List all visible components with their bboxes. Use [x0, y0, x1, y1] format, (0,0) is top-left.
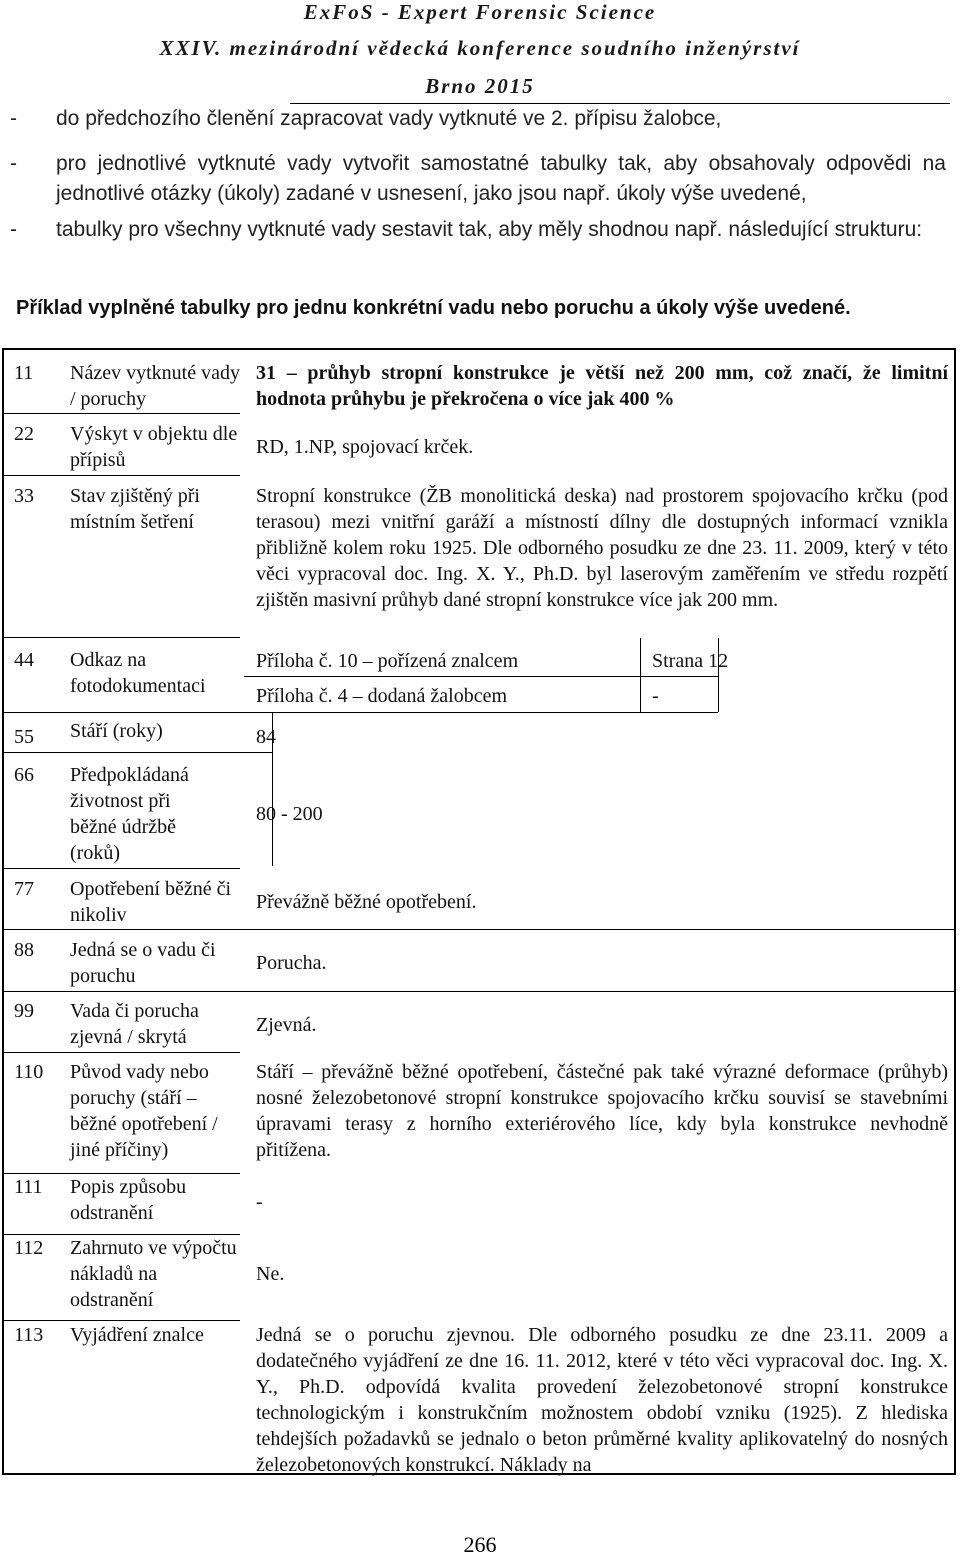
row-22-value: RD, 1.NP, spojovací krček. [256, 436, 474, 458]
row-66-value: 80 - 200 [256, 803, 323, 825]
row-divider [4, 868, 240, 869]
row-111-label: Popis způsobu odstranění [70, 1176, 187, 1224]
row-divider [4, 991, 954, 992]
dash-2: - [10, 152, 17, 175]
conference-place: Brno 2015 [425, 74, 535, 98]
row-77-label: Opotřebení běžné či nikoliv [70, 878, 232, 926]
intro-item-3 [6, 215, 946, 245]
row-22-label: Výskyt v objektu dle přípisů [70, 423, 238, 471]
row-44-label: Odkaz na fotodokumentaci [70, 649, 206, 697]
row-divider [4, 413, 240, 414]
row-divider [4, 1320, 240, 1321]
row-111-number: 111 [14, 1176, 43, 1198]
row-77-number: 77 [14, 878, 34, 900]
defect-table [2, 348, 956, 1475]
page-number: 266 [463, 1532, 497, 1557]
row-66-number: 66 [14, 764, 34, 786]
row-88-value: Porucha. [256, 952, 327, 974]
conference-subtitle: XXIV. mezinárodní vědecká konference soudního inženýrství [159, 36, 801, 60]
conference-title: ExFoS - Expert Forensic Science [303, 0, 657, 24]
dash-1: - [10, 107, 17, 130]
row-99-value: Zjevná. [256, 1014, 317, 1036]
row-99-number: 99 [14, 1000, 34, 1022]
row-113-number: 113 [14, 1324, 44, 1346]
row-55-value: 84 [256, 726, 276, 748]
row-divider [4, 637, 240, 638]
intro-item-1-text: do předchozího členění zapracovat vady vytknuté ve 2. přípisu žalobce, [56, 107, 722, 130]
row-33-value: Stropní konstrukce (ŽB monolitická deska) nad prostorem spojovacího krčku (pod terasou) mezi vnitřní garáží a místností dílny dle dostupných informací vznikla přibližně kolem roku 1925. Dle odborného posudku ze dne 23. 11. 2009, který v této věci vypracoval doc. Ing. X. Y., Ph.D. byl laserovým zaměřením ve středu rozpětí zjištěn masivní průhyb dané stropní konstrukce více jak 200 mm. [256, 485, 948, 611]
attachment-1-desc: Příloha č. 10 – pořízená znalcem [256, 650, 519, 672]
row-112-label: Zahrnuto ve výpočtu nákladů na odstranění [70, 1237, 237, 1311]
row-99-label: Vada či porucha zjevná / skrytá [70, 1000, 199, 1048]
example-heading: Příklad vyplněné tabulky pro jednu konkrétní vadu nebo poruchu a úkoly výše uvedené. [16, 297, 851, 319]
row-110-label: Původ vady nebo poruchy (stáří – běžné opotřebení / jiné příčiny) [70, 1061, 218, 1161]
row-11-label: Název vytknuté vady / poruchy [70, 362, 240, 410]
intro-item-2-text: pro jednotlivé vytknuté vady vytvořit samostatné tabulky tak, aby obsahovaly odpovědi na jednotlivé otázky (úkoly) zadané v usnesení, jako jsou např. úkoly výše uvedené, [56, 152, 946, 205]
dash-3: - [10, 218, 17, 241]
intro-item-1 [6, 104, 946, 134]
row-11-number: 11 [14, 362, 34, 384]
row-55-number: 55 [14, 726, 34, 748]
row-110-value: Stáří – převážně běžné opotřebení, částečné pak také výrazné deformace (průhyb) nosné železobetonové stropní konstrukce spojovacího krčku souvisí se stavebními úpravami terasy z horního exteriérového líce, kdy byla konstrukce nevhodně přitížena. [256, 1061, 948, 1161]
row-11-value: 31 – průhyb stropní konstrukce je větší než 200 mm, což značí, že limitní hodnota průhybu je překročena o více jak 400 % [256, 362, 948, 410]
row-110-number: 110 [14, 1061, 44, 1083]
attachment-1-page: Strana 12 [652, 650, 729, 672]
attachment-2-page: - [652, 685, 659, 707]
row-44-number: 44 [14, 649, 34, 671]
row-divider [4, 712, 272, 713]
row-112-number: 112 [14, 1237, 44, 1259]
attachment-2-desc: Příloha č. 4 – dodaná žalobcem [256, 685, 508, 707]
attachment-col-divider [640, 638, 641, 712]
row-66-label: Předpokládaná životnost při běžné údržbě (roků) [70, 764, 189, 864]
row-113-label: Vyjádření znalce [70, 1324, 204, 1346]
row-88-label: Jedná se o vadu či poruchu [70, 939, 216, 987]
intro-item-2 [6, 149, 946, 209]
row-22-number: 22 [14, 423, 34, 445]
row-divider [4, 752, 272, 753]
row-divider [4, 475, 240, 476]
row-divider [4, 929, 954, 930]
attachment-row-divider [244, 676, 718, 677]
row-33-label: Stav zjištěný při místním šetření [70, 485, 200, 533]
row-77-value: Převážně běžné opotřebení. [256, 891, 477, 913]
intro-item-3-text: tabulky pro všechny vytknuté vady sestavit tak, aby měly shodnou např. následující strukturu: [56, 218, 923, 241]
row-55-label: Stáří (roky) [70, 720, 163, 742]
row-111-value: - [256, 1191, 263, 1213]
row-divider [4, 1052, 240, 1053]
row-88-number: 88 [14, 939, 34, 961]
row-112-value: Ne. [256, 1263, 285, 1285]
attachment-row-divider [244, 712, 718, 713]
row-113-value: Jedná se o poruchu zjevnou. Dle odborného posudku ze dne 23.11. 2009 a dodatečného vyjádření ze dne 16. 11. 2012, které v této věci vypracoval doc. Ing. X. Y., Ph.D. odpovídá kvalita provedení železobetonové stropní konstrukce technologickým i konstrukčním možnostem období vzniku (1925). Z hlediska tehdejších požadavků se jednalo o beton průměrné kvality aplikovatelný do nosných železobetonových konstrukcí. Náklady na [256, 1324, 948, 1476]
row-33-number: 33 [14, 485, 34, 507]
